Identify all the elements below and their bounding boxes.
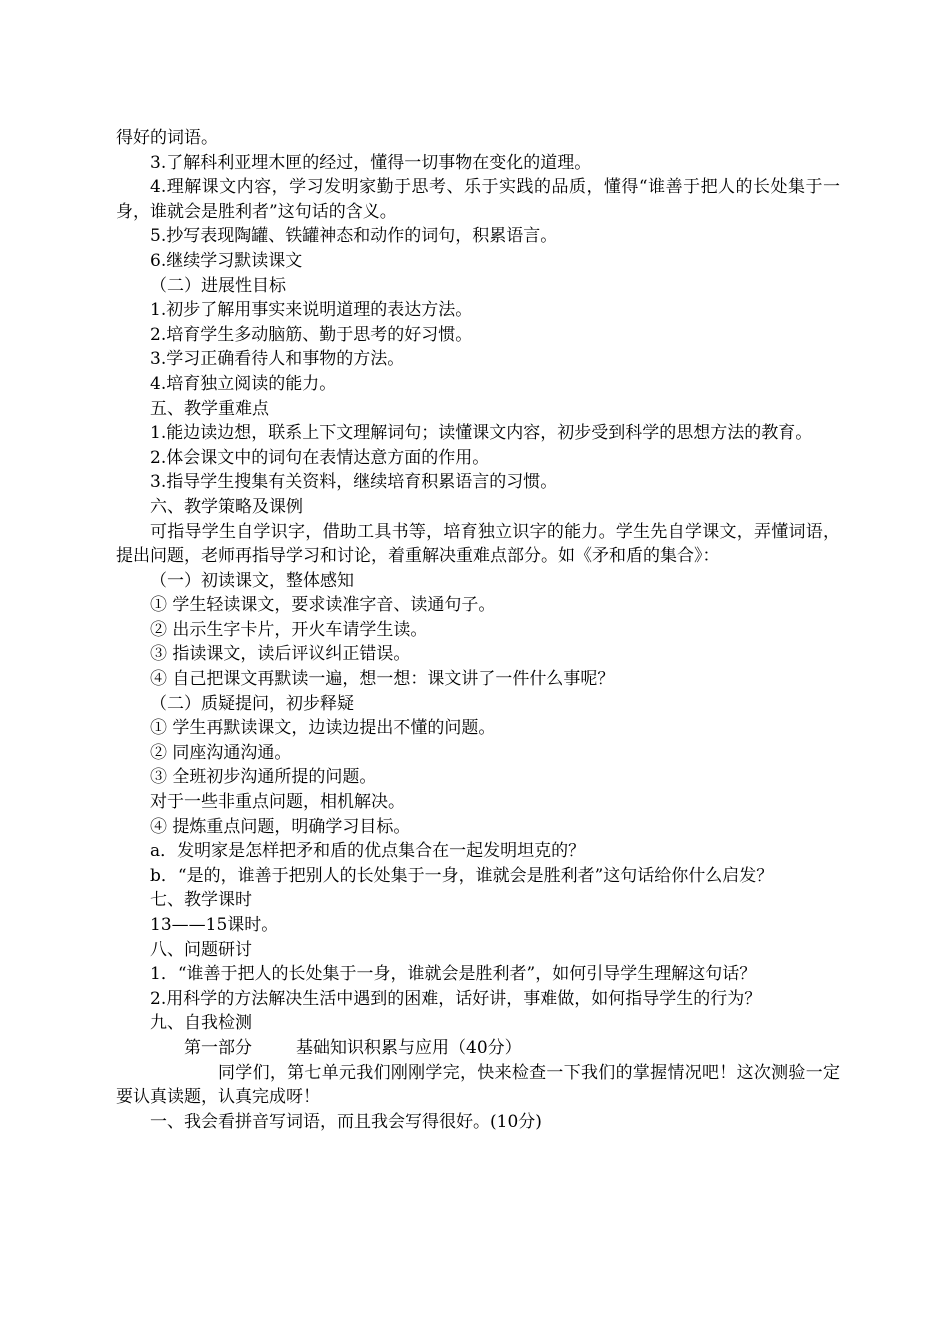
objective-item: 4.培育独立阅读的能力。	[150, 373, 337, 394]
question-item: 1．“谁善于把人的长处集于一身，谁就会是胜利者”，如何引导学生理解这句话？	[150, 964, 757, 985]
part-heading	[116, 1036, 840, 1061]
part-title: 基础知识积累与应用（40分）	[296, 1037, 522, 1058]
subsection-heading: （一）初读课文，整体感知	[150, 570, 354, 591]
part-label: 第一部分	[184, 1037, 252, 1058]
step-item: ③ 全班初步沟通所提的问题。	[150, 767, 377, 788]
key-point-item: 1.能边读边想，联系上下文理解词句；读懂课文内容，初步受到科学的思想方法的教育。	[150, 423, 813, 444]
step-item: ④ 自己把课文再默读一遍，想一想：课文讲了一件什么事呢？	[150, 669, 615, 690]
subsection-heading: （二）进展性目标	[150, 275, 286, 296]
step-item: ② 出示生字卡片，开火车请学生读。	[150, 619, 428, 640]
text-line: 对于一些非重点问题，相机解决。	[150, 792, 405, 813]
question-item: a．发明家是怎样把矛和盾的优点集合在一起发明坦克的？	[150, 841, 586, 862]
objective-item: 1.初步了解用事实来说明道理的表达方法。	[150, 300, 473, 321]
step-item: ③ 指读课文，读后评议纠正错误。	[150, 644, 411, 665]
objective-item: 6.继续学习默读课文	[150, 250, 303, 271]
section-heading: 五、教学重难点	[150, 398, 269, 419]
step-item: ① 学生再默读课文，边读边提出不懂的问题。	[150, 718, 496, 739]
strategy-paragraph: 可指导学生自学识字，借助工具书等，培育独立识字的能力。学生先自学课文，弄懂词语，提出问题，老师再指导学习和讨论，着重解决重难点部分。如《矛和盾的集合》：	[116, 521, 840, 567]
section-heading: 七、教学课时	[150, 890, 252, 911]
objective-item: 5.抄写表现陶罐、铁罐神态和动作的词句，积累语言。	[150, 226, 558, 247]
intro-paragraph: 同学们，第七单元我们刚刚学完，快来检查一下我们的掌握情况吧！这次测验一定要认真读题，认真完成呀！	[116, 1062, 840, 1108]
question-heading: 一、我会看拼音写词语，而且我会写得很好。(10分)	[150, 1111, 542, 1132]
question-item: b．“是的，谁善于把别人的长处集于一身，谁就会是胜利者”这句话给你什么启发？	[150, 865, 774, 886]
objective-item: 2.培育学生多动脑筋、勤于思考的好习惯。	[150, 324, 473, 345]
text-line: 得好的词语。	[116, 128, 218, 148]
step-item: ① 学生轻读课文，要求读准字音、读通句子。	[150, 595, 496, 616]
key-point-item: 3.指导学生搜集有关资料，继续培育积累语言的习惯。	[150, 472, 558, 493]
key-point-item: 2.体会课文中的词句在表情达意方面的作用。	[150, 447, 490, 468]
question-item: 2.用科学的方法解决生活中遇到的困难，话好讲，事难做，如何指导学生的行为？	[150, 988, 762, 1009]
section-heading: 九、自我检测	[150, 1013, 252, 1034]
section-heading: 六、教学策略及课例	[150, 496, 303, 517]
objective-item: 3.了解科利亚埋木匣的经过，懂得一切事物在变化的道理。	[150, 152, 592, 173]
step-item: ④ 提炼重点问题，明确学习目标。	[150, 816, 411, 837]
objective-item: 3.学习正确看待人和事物的方法。	[150, 349, 405, 370]
text-line: 13——15课时。	[150, 915, 279, 935]
document-body	[116, 126, 840, 1134]
section-heading: 八、问题研讨	[150, 939, 252, 960]
step-item: ② 同座沟通沟通。	[150, 742, 292, 763]
subsection-heading: （二）质疑提问，初步释疑	[150, 693, 354, 714]
objective-item: 4.理解课文内容，学习发明家勤于思考、乐于实践的品质，懂得“谁善于把人的长处集于一身，谁就会是胜利者”这句话的含义。	[116, 177, 840, 222]
